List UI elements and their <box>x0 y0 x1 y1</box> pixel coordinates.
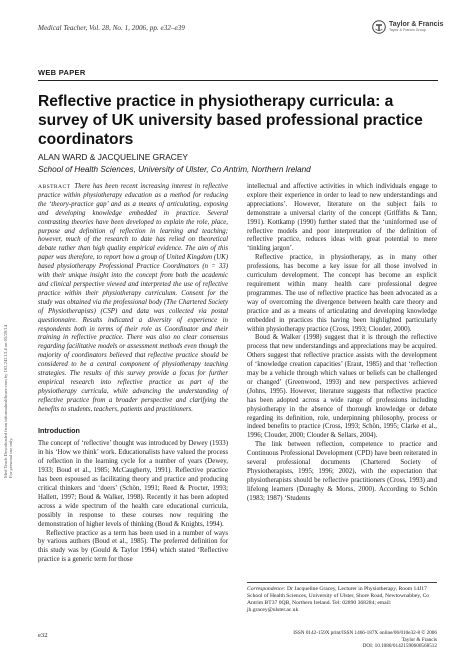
taylor-francis-logo-icon <box>372 20 386 34</box>
correspondence-label: Correspondence: <box>247 586 286 592</box>
issn-line: ISSN 0142-159X print/ISSN 1466-187X online/06/010e32-8 © 2006 Taylor & Francis <box>293 630 437 643</box>
body-paragraph: intellectual and affective activities in which individuals engage to explore their experience in order to lead to new understandings and appreciations’. However, literature on the subject fails to demonstrate a universal clarity of the concept (Griffiths & Tann, 1991). Kottkamp (1990) further stated that the ‘uninformed use of reflective models and poor interpretation of the definition of reflective practice, reduces ideas with great potential to mere ‘tinkling jargon’. <box>247 183 437 253</box>
correspondence-note <box>247 582 437 614</box>
abstract-label: ABSTRACT <box>38 184 71 190</box>
body-paragraph: The link between reflection, competence to practice and Continuous Professional Development (CPD) have been reiterated in several professional documents (Chartered Society of Physiotherapists, 1995; 1996; 2002), with the expectation that physiotherapists should be reflective practitioners (Cross, 1993) and lifelong learners (Donaghy & Morss, 2000). According to Schön (1983; 1987) ‘Students <box>247 441 437 502</box>
authors: ALAN WARD & JACQUELINE GRACEY <box>38 152 189 162</box>
section-label: WEB PAPER <box>38 68 86 77</box>
side-note-line-1: Med Teach Downloaded from informahealthcare.com by 103.242.13.4 on 05/20/14 <box>3 325 8 478</box>
body-paragraph: Reflective practice, in physiotherapy, as in many other professions, has become a key issue for all those involved in curriculum development. The concept has become an explicit requirement within many health care professional degree programmes. The use of reflective practice has been advocated as a way of overcoming the divergence between health care theory and practice and as a means of articulating and developing knowledge embedded in practices this having been highlighted particularly within physiotherapy practice (Cross, 1993; Clouder, 2000). <box>247 254 437 333</box>
affiliation: School of Health Sciences, University of Ulster, Co Antrim, Northern Ireland <box>38 165 311 174</box>
correspondence-text: Dr Jacqueline Gracey, Lecturer in Physiotherapy, Room 14J17 School of Health Sciences, University of Ulster, Shore Road, Newtownabbey, Co Antrim BT37 0QB, Northern Ireland. Tel: 02890 368284; email: jh.gracey@ulster.ac.uk <box>247 586 430 613</box>
left-column <box>38 183 228 565</box>
paper-title: Reflective practice in physiotherapy curricula: a survey of UK university based professional practice coordinators <box>38 93 423 148</box>
right-column <box>247 183 437 504</box>
page-number: e32 <box>38 632 48 639</box>
journal-citation: Medical Teacher, Vol. 28, No. 1, 2006, pp. e32–e39 <box>38 24 185 32</box>
header-divider <box>38 80 438 81</box>
side-note-line-2: For personal use only. <box>8 437 13 478</box>
intro-paragraph: The concept of ‘reflective’ thought was introduced by Dewey (1933) in his ‘How we think’ work. Educationalists have valued the process of reflection in the learning cycle for a number of years (Dewey, 1933; Boud et al., 1985; McCaugherty, 1991). Reflective practice has been espoused as facilitating theory and practice and producing critical thinkers and ‘doers’ (Schön, 1991; Reed & Procter, 1993; Hallett, 1997; Boud & Walker, 1998). Recently it has been adopted across a wide spectrum of the health care educational curricula, possibly in response to these courses now requiring the demonstration of higher levels of thinking (Boud & Knights, 1994). <box>38 440 228 528</box>
download-side-note <box>2 210 12 480</box>
body-paragraph: Boud & Walker (1998) suggest that it is through the reflective process that new understandings and appreciations may be acquired. Others suggest that reflective practice assists with the development of ‘knowledge creation capacities’ (Eraut, 1985) and that ‘reflection may be a vehicle through which values or beliefs can be challenged or changed’ (Greenwood, 1993) and new perspectives achieved (Johns, 1995). However, literature suggests that reflective practice has been adopted across a wide range of professions including physiotherapy in the absence of thorough knowledge or debate regarding its definition, role, underpinning philosophy, process or indeed benefits to practice (Cross, 1993; Schön, 1995; Clarke et al., 1996; Clouder, 2000; Clouder & Sellars, 2004). <box>247 334 437 440</box>
publisher-logo <box>372 20 443 34</box>
introduction-heading: Introduction <box>38 425 80 435</box>
publisher-tagline: Taylor & Francis Group <box>389 27 426 32</box>
abstract-text: There has been recent increasing interest in reflective practice within physiotherapy education as a method for reducing the ‘theory-practice gap’ and as a means of articulating, exposing and developing knowledge embedded in practice. Several contrasting theories have been developed to explain the role, place, purpose and definition of reflection in learning and teaching; however, much of the research to date has relied on theoretical debate rather than high quality empirical evidence. The aim of this paper was therefore, to report how a group of United Kingdom (UK) based physiotherapy Professional Practice Coordinators (n = 33) with their unique insight into the concept from both the academic and clinical perspective viewed and interpreted the use of reflective practice within their physiotherapy curriculum. Consent for the study was obtained via the professional body (The Chartered Society of Physiotherapists) (CSP) and data was collected via postal questionnaire. Results indicated a diversity of experience in respondents both in terms of their role as Coordinator and their training in reflective practice. There was also no clear consensus regarding facilitative models or assessment methods even though the majority of coordinators believed that reflective practice should be considered to be a central component of physiotherapy teaching strategies. The results of this survey provide a focus for further empirical research into reflective practice as part of the physiotherapy curricula, while advancing the understanding of reflective practice from a broader perspective and clarifying the benefits to students, teachers, patients and practitioners. <box>38 183 228 413</box>
issn-block <box>287 630 437 650</box>
doi-line: DOI: 10.1080/01421590600568512 <box>362 643 437 649</box>
publisher-name: Taylor & Francis <box>389 21 444 29</box>
abstract <box>38 183 228 415</box>
intro-paragraph: Reflective practice as a term has been used in a number of ways by various authors (Boud et al., 1985). The preferred definition for this study was by (Gould & Taylor 1994) which stated ‘Reflective practice is a generic term for those <box>38 529 228 564</box>
footnote-divider <box>247 582 437 583</box>
